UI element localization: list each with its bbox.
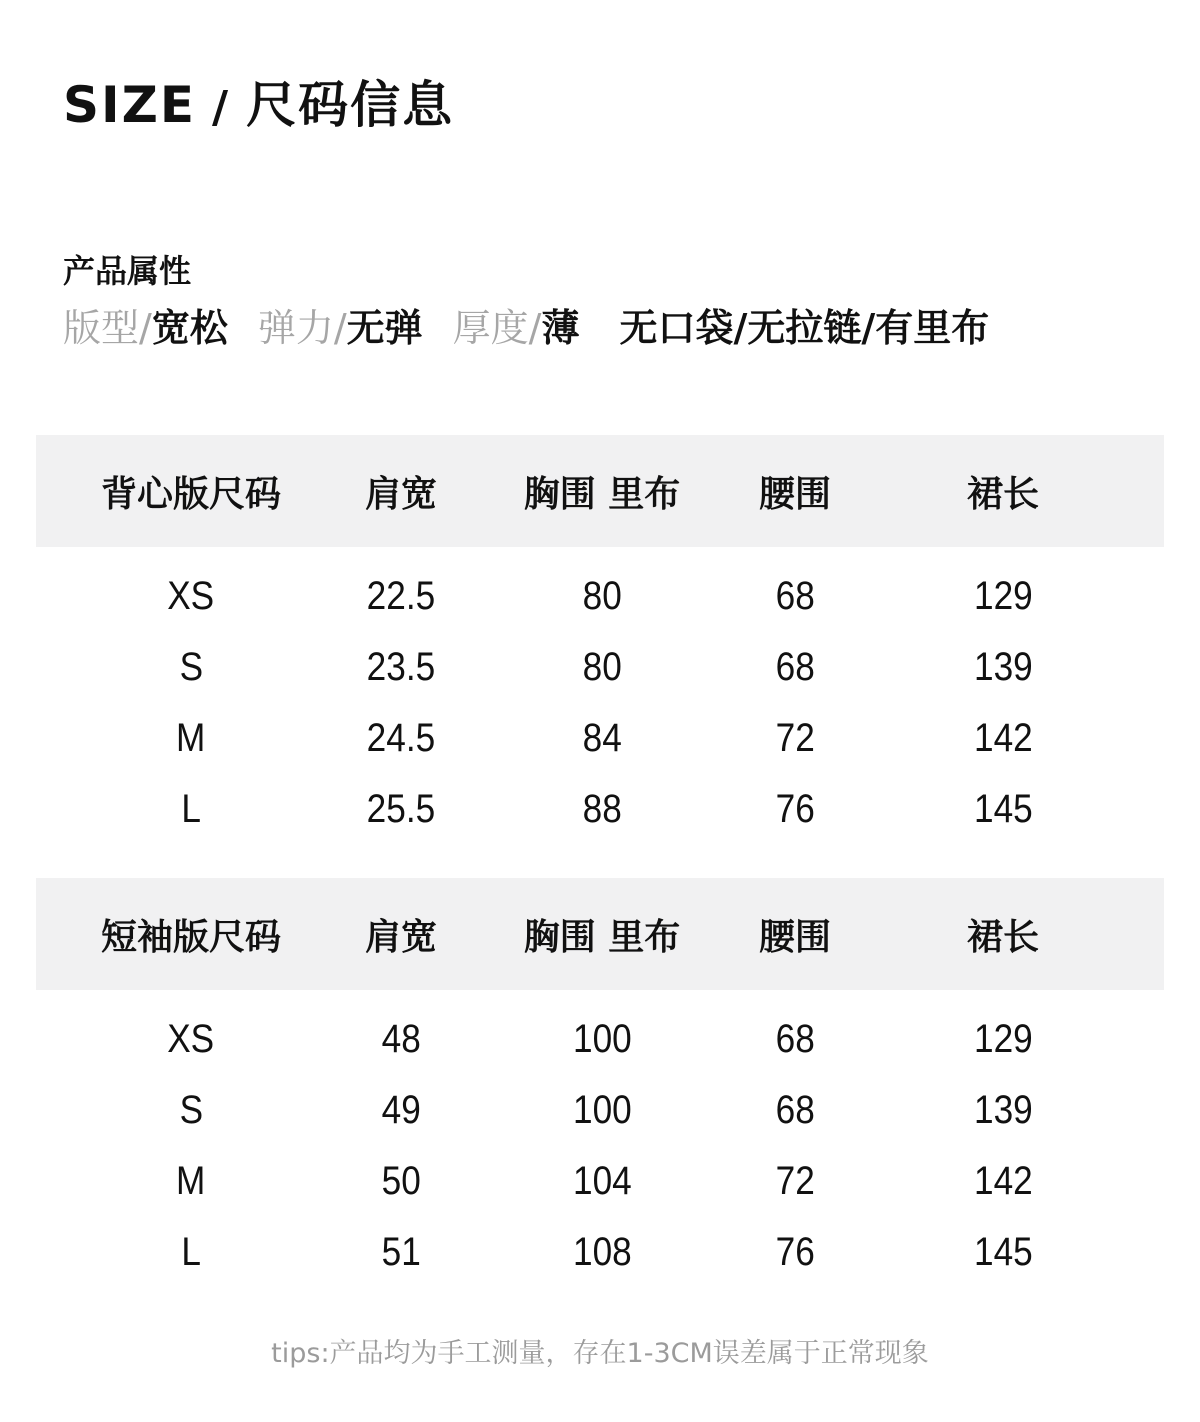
row-cell: 139 xyxy=(973,1088,1033,1132)
table-row xyxy=(36,1004,1164,1075)
row-cell: 49 xyxy=(381,1088,421,1132)
row-size-label: L xyxy=(181,1230,201,1274)
row-cell: 104 xyxy=(572,1159,632,1203)
row-cell: 76 xyxy=(775,1230,815,1274)
row-size-label: S xyxy=(179,645,203,689)
column-header-shoulder: 肩宽 xyxy=(364,473,437,515)
row-cell: 24.5 xyxy=(366,716,436,760)
row-cell: 145 xyxy=(973,787,1033,831)
attribute-value: 宽松 xyxy=(151,306,228,350)
attribute-item xyxy=(258,308,423,350)
row-cell: 48 xyxy=(381,1017,421,1061)
page-title-en: SIZE xyxy=(63,76,197,134)
row-cell: 142 xyxy=(973,716,1033,760)
column-header-waist: 腰围 xyxy=(758,916,831,958)
row-cell: 25.5 xyxy=(366,787,436,831)
attribute-item xyxy=(453,308,580,350)
row-size-label: M xyxy=(176,716,206,760)
row-cell: 88 xyxy=(582,787,622,831)
size-table-short-sleeve xyxy=(36,878,1164,1288)
row-cell: 129 xyxy=(973,1017,1033,1061)
table-header-row xyxy=(36,435,1164,547)
size-table-vest xyxy=(36,435,1164,845)
table-row xyxy=(36,774,1164,845)
row-cell: 50 xyxy=(381,1159,421,1203)
table-header-row xyxy=(36,878,1164,990)
attribute-label: 厚度/ xyxy=(452,306,542,350)
attribute-item xyxy=(63,308,228,350)
row-size-label: S xyxy=(179,1088,203,1132)
row-cell: 22.5 xyxy=(366,574,436,618)
page-title-separator: / xyxy=(212,82,231,133)
row-size-label: M xyxy=(176,1159,206,1203)
table-title: 背心版尺码 xyxy=(100,473,281,515)
attribute-value: 薄 xyxy=(541,306,580,350)
table-row xyxy=(36,1146,1164,1217)
attribute-value: 无口袋/无拉链/有里布 xyxy=(619,306,990,350)
column-header-skirt-length: 裙长 xyxy=(966,916,1039,958)
attribute-label: 弹力/ xyxy=(257,306,347,350)
attributes-line xyxy=(63,308,989,350)
column-header-waist: 腰围 xyxy=(758,473,831,515)
table-title: 短袖版尺码 xyxy=(100,916,281,958)
row-size-label: L xyxy=(181,787,201,831)
row-cell: 108 xyxy=(572,1230,632,1274)
attribute-label: 版型/ xyxy=(63,306,152,350)
row-cell: 68 xyxy=(775,574,815,618)
row-cell: 142 xyxy=(973,1159,1033,1203)
page-title xyxy=(63,76,455,134)
row-cell: 129 xyxy=(973,574,1033,618)
table-row xyxy=(36,1075,1164,1146)
table-row xyxy=(36,703,1164,774)
table-row xyxy=(36,632,1164,703)
row-cell: 23.5 xyxy=(366,645,436,689)
row-size-label: XS xyxy=(167,1017,215,1061)
column-header-shoulder: 肩宽 xyxy=(364,916,437,958)
attribute-item xyxy=(619,308,989,350)
row-cell: 68 xyxy=(775,1017,815,1061)
row-cell: 76 xyxy=(775,787,815,831)
row-cell: 51 xyxy=(381,1230,421,1274)
row-cell: 139 xyxy=(973,645,1033,689)
attribute-value: 无弹 xyxy=(346,306,423,350)
column-header-bust-lining: 胸围 里布 xyxy=(523,916,681,958)
table-body xyxy=(36,990,1164,1288)
row-cell: 100 xyxy=(572,1088,632,1132)
row-cell: 145 xyxy=(973,1230,1033,1274)
table-row xyxy=(36,561,1164,632)
row-cell: 68 xyxy=(775,1088,815,1132)
row-cell: 84 xyxy=(582,716,622,760)
row-size-label: XS xyxy=(167,574,215,618)
table-row xyxy=(36,1217,1164,1288)
row-cell: 72 xyxy=(775,716,815,760)
row-cell: 80 xyxy=(582,574,622,618)
table-body xyxy=(36,547,1164,845)
row-cell: 72 xyxy=(775,1159,815,1203)
tips-note: tips:产品均为手工测量，存在1-3CM误差属于正常现象 xyxy=(271,1338,929,1369)
column-header-bust-lining: 胸围 里布 xyxy=(523,473,681,515)
attributes-heading: 产品属性 xyxy=(63,252,192,290)
row-cell: 100 xyxy=(572,1017,632,1061)
row-cell: 80 xyxy=(582,645,622,689)
page-title-zh: 尺码信息 xyxy=(246,76,455,134)
column-header-skirt-length: 裙长 xyxy=(966,473,1039,515)
row-cell: 68 xyxy=(775,645,815,689)
